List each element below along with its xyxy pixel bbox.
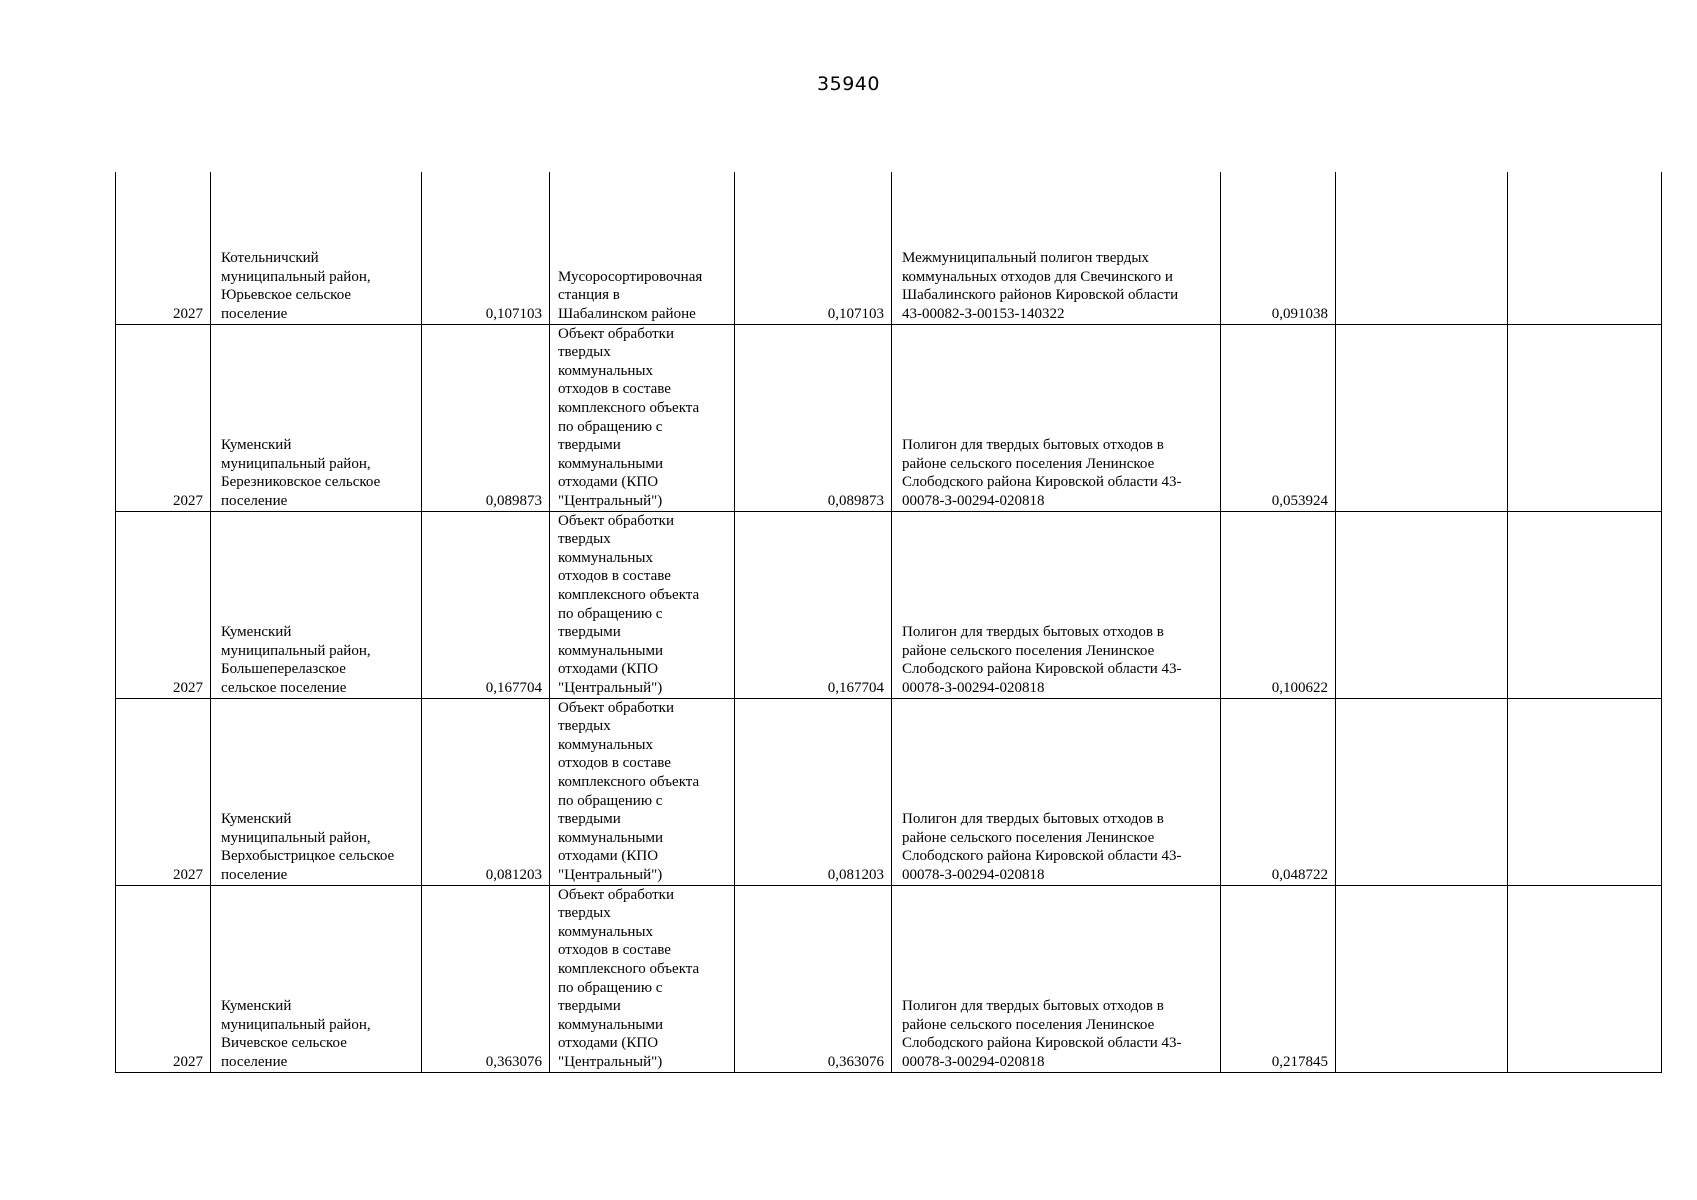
disposal-cell: Полигон для твердых бытовых отходов в районе сельского поселения Ленинское Слободского района Кировской области 43- 00078-З-00294-020818 (892, 698, 1221, 885)
empty-cell (1508, 511, 1662, 698)
empty-cell (1336, 324, 1508, 511)
disposal-cell: Полигон для твердых бытовых отходов в районе сельского поселения Ленинское Слободского района Кировской области 43- 00078-З-00294-020818 (892, 511, 1221, 698)
waste-flow-table-container (115, 172, 1661, 1073)
origin-cell: Куменский муниципальный район, Вичевское сельское поселение (211, 885, 422, 1072)
table-row (116, 172, 1662, 324)
facility-cell: Объект обработки твердых коммунальных отходов в составе комплексного объекта по обращению с твердыми коммунальными отходами (КПО "Центральный") (550, 324, 735, 511)
facility-volume-cell: 0,089873 (735, 324, 892, 511)
empty-cell (1336, 172, 1508, 324)
disposal-cell: Полигон для твердых бытовых отходов в районе сельского поселения Ленинское Слободского района Кировской области 43- 00078-З-00294-020818 (892, 885, 1221, 1072)
empty-cell (1336, 698, 1508, 885)
page-number: 35940 (817, 73, 880, 95)
volume-cell: 0,107103 (422, 172, 550, 324)
volume-cell: 0,363076 (422, 885, 550, 1072)
empty-cell (1336, 885, 1508, 1072)
empty-cell (1508, 698, 1662, 885)
volume-cell: 0,081203 (422, 698, 550, 885)
facility-cell: Мусоросортировочная станция в Шабалинском районе (550, 172, 735, 324)
empty-cell (1508, 172, 1662, 324)
facility-cell: Объект обработки твердых коммунальных отходов в составе комплексного объекта по обращению с твердыми коммунальными отходами (КПО "Центральный") (550, 511, 735, 698)
origin-cell: Куменский муниципальный район, Березниковское сельское поселение (211, 324, 422, 511)
origin-cell: Куменский муниципальный район, Большеперелазское сельское поселение (211, 511, 422, 698)
table-row (116, 698, 1662, 885)
facility-volume-cell: 0,081203 (735, 698, 892, 885)
facility-cell: Объект обработки твердых коммунальных отходов в составе комплексного объекта по обращению с твердыми коммунальными отходами (КПО "Центральный") (550, 885, 735, 1072)
facility-volume-cell: 0,167704 (735, 511, 892, 698)
volume-cell: 0,167704 (422, 511, 550, 698)
table-row (116, 885, 1662, 1072)
volume-cell: 0,089873 (422, 324, 550, 511)
waste-flow-table (115, 172, 1662, 1073)
year-cell: 2027 (116, 511, 211, 698)
table-row (116, 511, 1662, 698)
year-cell: 2027 (116, 698, 211, 885)
origin-cell: Куменский муниципальный район, Верхобыстрицкое сельское поселение (211, 698, 422, 885)
empty-cell (1508, 885, 1662, 1072)
facility-cell: Объект обработки твердых коммунальных отходов в составе комплексного объекта по обращению с твердыми коммунальными отходами (КПО "Центральный") (550, 698, 735, 885)
disposal-volume-cell: 0,217845 (1221, 885, 1336, 1072)
year-cell: 2027 (116, 172, 211, 324)
disposal-volume-cell: 0,091038 (1221, 172, 1336, 324)
disposal-cell: Межмуниципальный полигон твердых коммунальных отходов для Свечинского и Шабалинского районов Кировской области 43-00082-З-00153-140322 (892, 172, 1221, 324)
year-cell: 2027 (116, 324, 211, 511)
table-body (116, 172, 1662, 1072)
empty-cell (1336, 511, 1508, 698)
facility-volume-cell: 0,363076 (735, 885, 892, 1072)
disposal-volume-cell: 0,053924 (1221, 324, 1336, 511)
origin-cell: Котельничский муниципальный район, Юрьевское сельское поселение (211, 172, 422, 324)
disposal-cell: Полигон для твердых бытовых отходов в районе сельского поселения Ленинское Слободского района Кировской области 43- 00078-З-00294-020818 (892, 324, 1221, 511)
year-cell: 2027 (116, 885, 211, 1072)
disposal-volume-cell: 0,100622 (1221, 511, 1336, 698)
disposal-volume-cell: 0,048722 (1221, 698, 1336, 885)
table-row (116, 324, 1662, 511)
empty-cell (1508, 324, 1662, 511)
facility-volume-cell: 0,107103 (735, 172, 892, 324)
